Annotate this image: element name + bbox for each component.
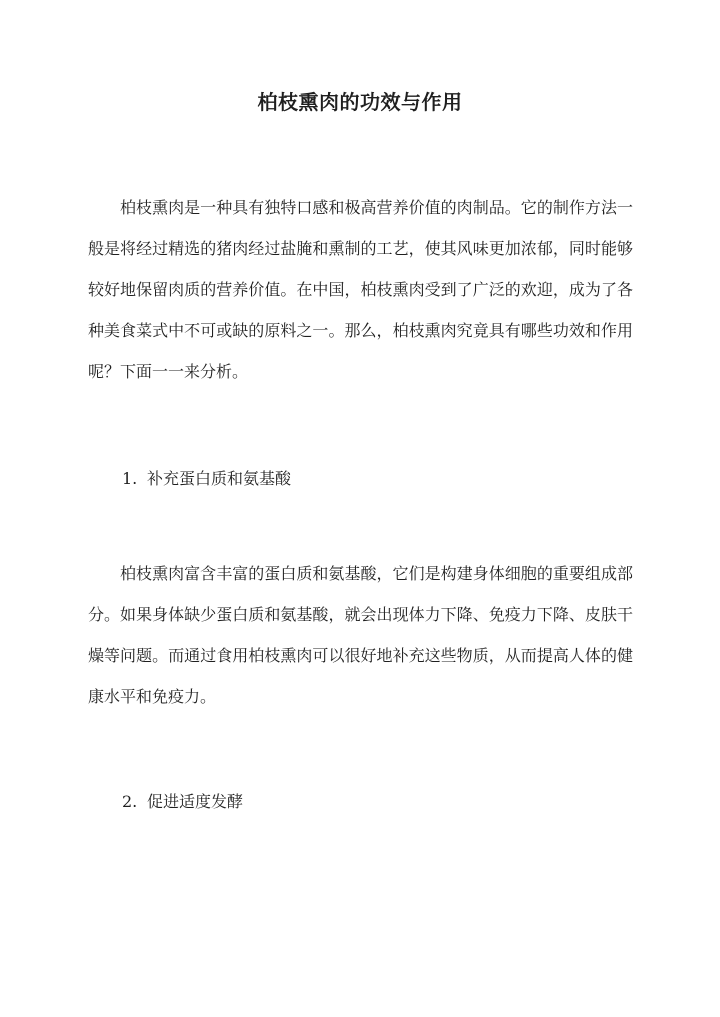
document-title: 柏枝熏肉的功效与作用 bbox=[257, 90, 463, 114]
section-title: 补充蛋白质和氨基酸 bbox=[147, 469, 292, 488]
section-title: 促进适度发酵 bbox=[147, 792, 244, 811]
intro-paragraph: 柏枝熏肉是一种具有独特口感和极高营养价值的肉制品。它的制作方法一般是将经过精选的猪肉经过盐腌和熏制的工艺，使其风味更加浓郁，同时能够较好地保留肉质的营养价值。在中国，柏枝熏肉受到了广泛的欢迎，成为了各种美食菜式中不可或缺的原料之一。那么，柏枝熏肉究竟具有哪些功效和作用呢？下面一一来分析。 bbox=[88, 198, 633, 381]
section-number: 1. bbox=[122, 469, 138, 488]
section-heading bbox=[122, 790, 243, 814]
section-heading bbox=[122, 467, 291, 491]
section-paragraph: 柏枝熏肉富含丰富的蛋白质和氨基酸，它们是构建身体细胞的重要组成部分。如果身体缺少蛋白质和氨基酸，就会出现体力下降、免疫力下降、皮肤干燥等问题。而通过食用柏枝熏肉可以很好地补充这些物质，从而提高人体的健康水平和免疫力。 bbox=[88, 564, 633, 706]
section-number: 2. bbox=[122, 792, 138, 811]
